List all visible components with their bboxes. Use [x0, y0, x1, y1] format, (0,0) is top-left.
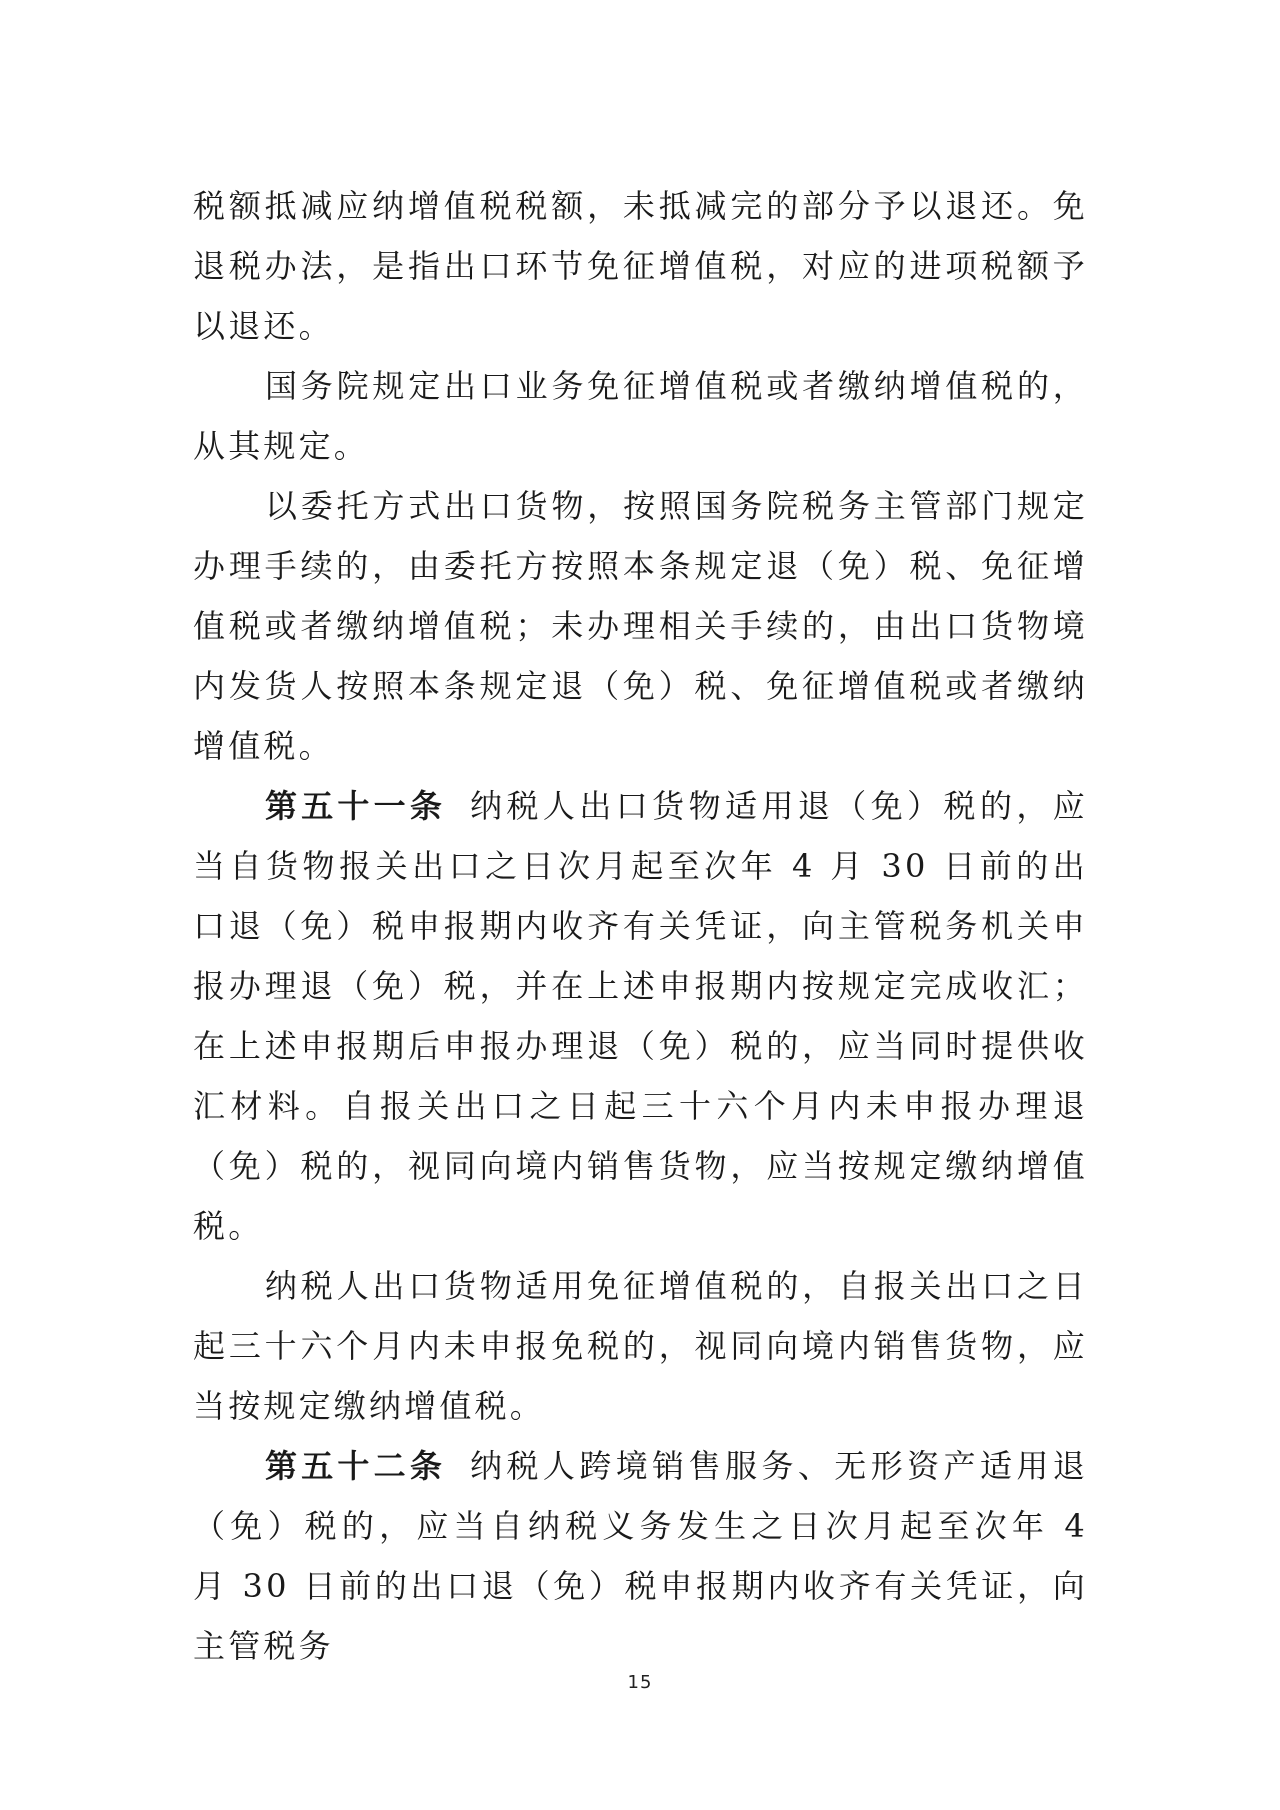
article-52-label: 第五十二条	[265, 1447, 447, 1485]
paragraph-3	[193, 476, 1088, 776]
paragraph-5	[193, 1256, 1088, 1436]
paragraph-1-text: 税额抵减应纳增值税税额，未抵减完的部分予以退还。免退税办法，是指出口环节免征增值税，对应的进项税额予以退还。	[193, 187, 1088, 345]
paragraph-5-text: 纳税人出口货物适用免征增值税的，自报关出口之日起三十六个月内未申报免税的，视同向境内销售货物，应当按规定缴纳增值税。	[193, 1267, 1088, 1425]
paragraph-1	[193, 176, 1088, 356]
page-number: 15	[627, 1672, 653, 1693]
article-52-text: 纳税人跨境销售服务、无形资产适用退（免）税的，应当自纳税义务发生之日次月起至次年 4 月 30 日前的出口退（免）税申报期内收齐有关凭证，向主管税务	[193, 1447, 1088, 1665]
article-52	[193, 1436, 1088, 1676]
document-body	[193, 176, 1088, 1676]
article-51-label: 第五十一条	[265, 787, 447, 825]
article-51-text: 纳税人出口货物适用退（免）税的，应当自货物报关出口之日次月起至次年 4 月 30 日前的出口退（免）税申报期内收齐有关凭证，向主管税务机关申报办理退（免）税，并在上述申报期内按规定完成收汇；在上述申报期后申报办理退（免）税的，应当同时提供收汇材料。自报关出口之日起三十六个月内未申报办理退（免）税的，视同向境内销售货物，应当按规定缴纳增值税。	[193, 787, 1088, 1245]
paragraph-3-text: 以委托方式出口货物，按照国务院税务主管部门规定办理手续的，由委托方按照本条规定退（免）税、免征增值税或者缴纳增值税；未办理相关手续的，由出口货物境内发货人按照本条规定退（免）税、免征增值税或者缴纳增值税。	[193, 487, 1088, 765]
paragraph-2	[193, 356, 1088, 476]
paragraph-2-text: 国务院规定出口业务免征增值税或者缴纳增值税的，从其规定。	[193, 367, 1088, 465]
article-51	[193, 776, 1088, 1256]
